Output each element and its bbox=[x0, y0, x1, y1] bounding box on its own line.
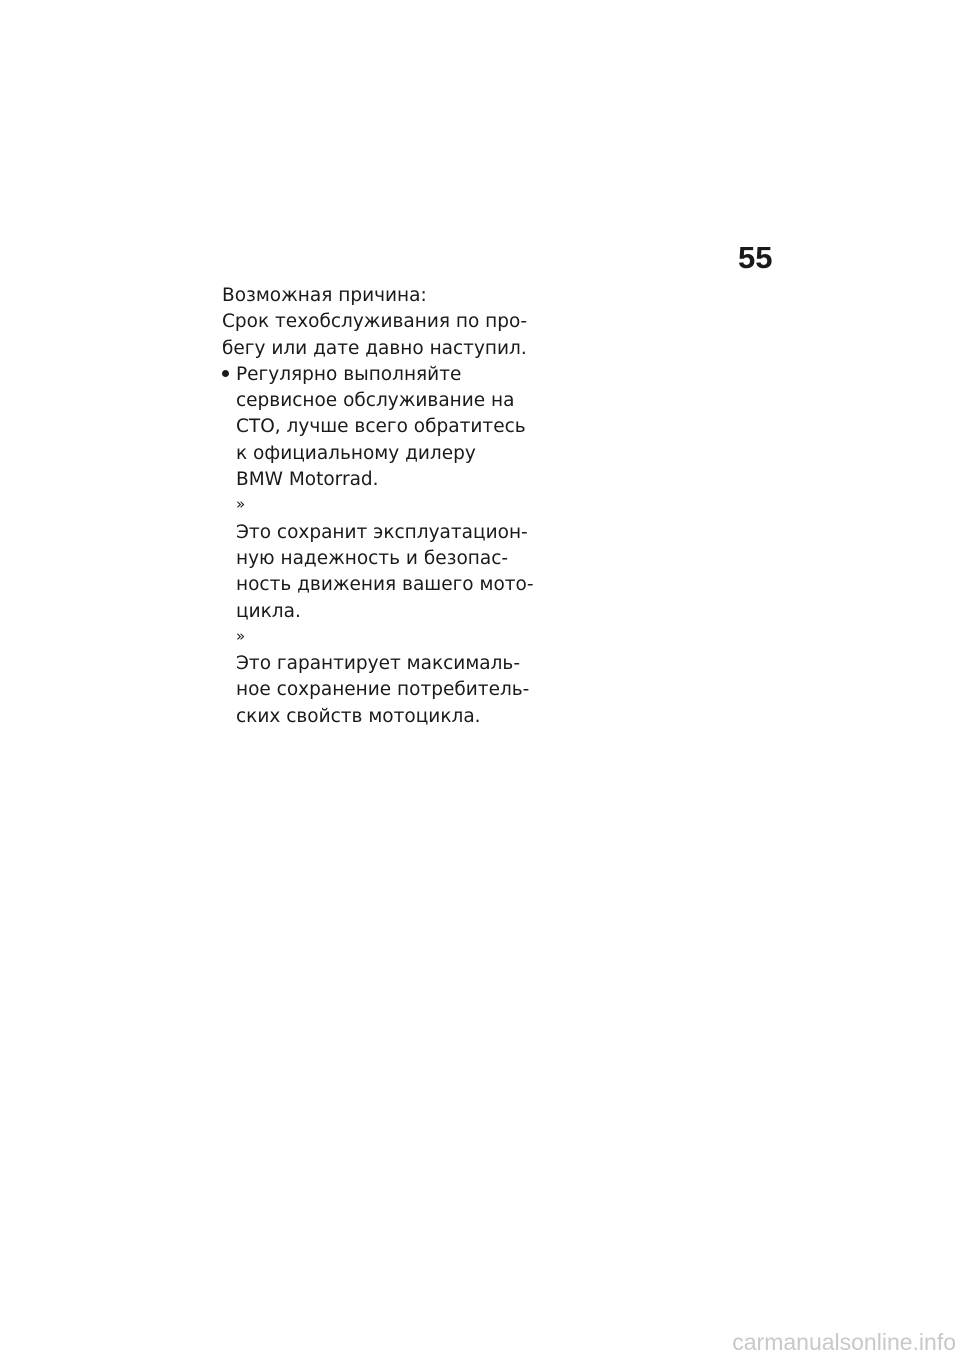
action-text-line: СТО, лучше всего обратитесь bbox=[236, 416, 526, 438]
page-number: 55 bbox=[738, 240, 773, 275]
result-item bbox=[222, 493, 534, 624]
result-item bbox=[222, 625, 530, 730]
content-column bbox=[222, 283, 534, 730]
result-text-line: ность движения вашего мото- bbox=[236, 574, 534, 596]
action-text-line: сервисное обслуживание на bbox=[236, 390, 515, 412]
cause-text-line: бегу или дате давно наступил. bbox=[222, 337, 527, 359]
bullet-icon bbox=[222, 362, 236, 388]
result-text-line: Это гарантирует максималь- bbox=[236, 653, 521, 675]
action-text-line: к официальному дилеру bbox=[236, 442, 476, 464]
action-item bbox=[222, 362, 526, 493]
result-text-line: ную надежность и безопас- bbox=[236, 547, 509, 569]
cause-text-line: Срок техобслуживания по про- bbox=[222, 311, 527, 333]
result-text-line: ное сохранение потребитель- bbox=[236, 679, 530, 701]
action-text-line: Регулярно выполняйте bbox=[236, 363, 462, 385]
result-arrow-icon: » bbox=[236, 626, 246, 645]
result-text-line: ских свойств мотоцикла. bbox=[236, 705, 481, 727]
result-arrow-icon: » bbox=[236, 495, 246, 514]
watermark-link[interactable]: carmanualsonline.info bbox=[732, 1329, 956, 1355]
cause-heading: Возможная причина: bbox=[222, 285, 427, 306]
result-text-line: цикла. bbox=[236, 600, 301, 622]
result-text-line: Это сохранит эксплуатацион- bbox=[236, 521, 528, 543]
action-text-line: BMW Motorrad. bbox=[236, 469, 379, 491]
